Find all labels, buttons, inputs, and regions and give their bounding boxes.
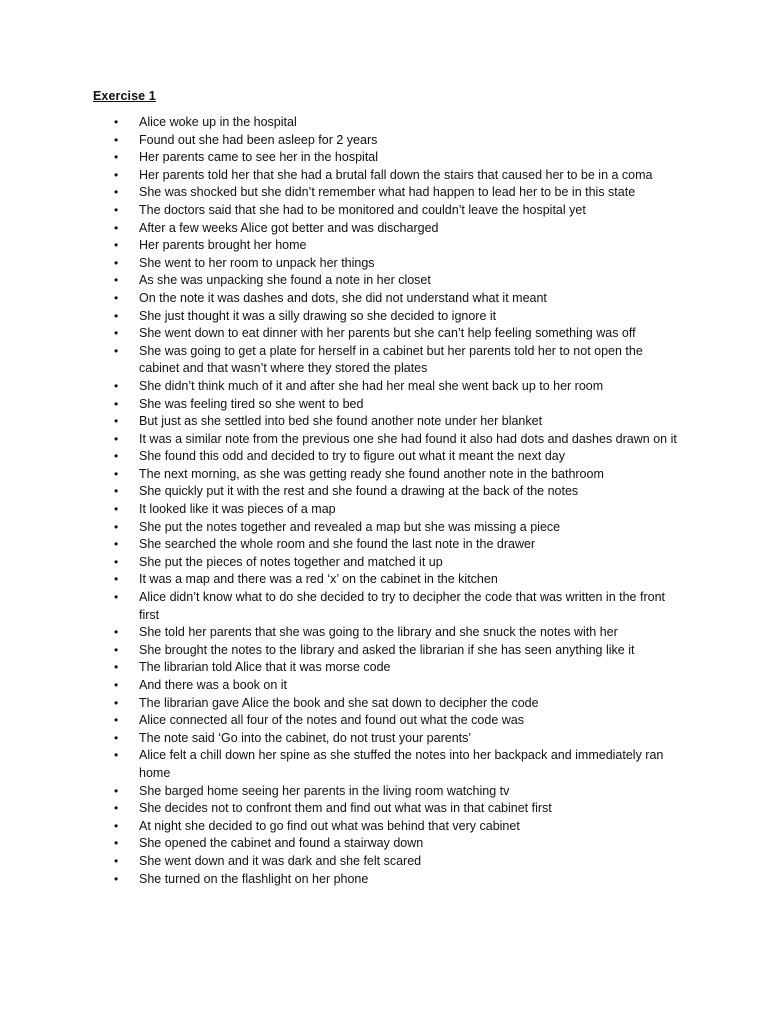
list-item: [0, 396, 679, 414]
list-item-text: At night she decided to go find out what was behind that very cabinet: [139, 818, 520, 833]
list-item: [0, 413, 679, 431]
list-item-text: The librarian gave Alice the book and she sat down to decipher the code: [139, 695, 539, 710]
list-item: [0, 325, 679, 343]
list-item-text: Her parents came to see her in the hospital: [139, 150, 379, 165]
bullet-icon: •: [114, 185, 119, 200]
list-item: [0, 659, 679, 677]
bullet-icon: •: [114, 449, 119, 464]
list-item: [0, 536, 679, 554]
list-item: [0, 237, 679, 255]
bullet-list: [0, 114, 768, 888]
list-item-text: She didn’t think much of it and after she had her meal she went back up to her room: [139, 378, 604, 393]
list-item: [0, 290, 679, 308]
bullet-icon: •: [114, 625, 119, 640]
list-item: [0, 554, 679, 572]
bullet-icon: •: [114, 678, 119, 692]
list-item: [0, 448, 679, 466]
list-item-text: Alice didn’t know what to do she decided to try to decipher the code that was written in the front first: [139, 590, 665, 622]
list-item-text: Alice connected all four of the notes and found out what the code was: [139, 713, 524, 728]
bullet-icon: •: [114, 519, 119, 534]
list-item-text: Her parents told her that she had a brutal fall down the stairs that caused her to be in a coma: [139, 167, 653, 182]
list-item: [0, 272, 679, 290]
list-item: [0, 730, 679, 748]
bullet-icon: •: [114, 783, 119, 798]
bullet-icon: •: [114, 466, 119, 481]
list-item-text: As she was unpacking she found a note in her closet: [139, 273, 431, 288]
list-item-text: She found this odd and decided to try to figure out what it meant the next day: [139, 449, 565, 464]
list-item: [0, 677, 679, 695]
bullet-icon: •: [114, 396, 119, 411]
list-item-text: She decides not to confront them and find out what was in that cabinet first: [139, 801, 552, 816]
bullet-icon: •: [114, 484, 119, 499]
list-item: [0, 184, 679, 202]
bullet-icon: •: [114, 502, 119, 517]
list-item: [0, 871, 679, 889]
bullet-icon: •: [114, 202, 119, 217]
list-item-text: She went to her room to unpack her things: [139, 255, 375, 270]
list-item-text: She was shocked but she didn’t remember what had happen to lead her to be in this state: [139, 185, 636, 200]
bullet-icon: •: [114, 290, 119, 305]
bullet-icon: •: [114, 343, 119, 358]
list-item-text: She quickly put it with the rest and she found a drawing at the back of the notes: [139, 484, 579, 499]
list-item-text: She was feeling tired so she went to bed: [139, 396, 364, 411]
bullet-icon: •: [114, 572, 119, 587]
list-item: [0, 114, 679, 132]
list-item-text: And there was a book on it: [139, 678, 288, 692]
bullet-icon: •: [114, 730, 119, 745]
bullet-icon: •: [114, 431, 119, 446]
list-item: [0, 818, 679, 836]
bullet-icon: •: [114, 220, 119, 235]
list-item-text: It looked like it was pieces of a map: [139, 502, 336, 517]
list-item-text: The doctors said that she had to be monitored and couldn’t leave the hospital yet: [139, 202, 586, 217]
bullet-icon: •: [114, 660, 119, 675]
exercise-heading: Exercise 1: [93, 89, 156, 103]
list-item-text: She brought the notes to the library and asked the librarian if she has seen anything like it: [139, 642, 635, 657]
list-item: [0, 149, 679, 167]
bullet-icon: •: [114, 308, 119, 323]
bullet-icon: •: [114, 642, 119, 657]
list-item: [0, 132, 679, 150]
list-item-text: She was going to get a plate for herself in a cabinet but her parents told her to not open the cabinet and that wasn’t where they stored the plates: [139, 343, 643, 376]
list-item-text: She went down to eat dinner with her parents but she can’t help feeling something was off: [139, 326, 636, 341]
list-item-text: She turned on the flashlight on her phone: [139, 871, 369, 886]
list-item: [0, 255, 679, 273]
list-item-text: She went down and it was dark and she felt scared: [139, 853, 422, 868]
list-item-text: Alice woke up in the hospital: [139, 115, 297, 129]
list-item: [0, 800, 679, 818]
list-item: [0, 220, 679, 238]
list-item-text: The next morning, as she was getting ready she found another note in the bathroom: [139, 466, 604, 481]
list-item-text: She put the pieces of notes together and matched it up: [139, 554, 443, 569]
bullet-icon: •: [114, 853, 119, 868]
bullet-icon: •: [114, 590, 119, 605]
list-item: [0, 624, 679, 642]
list-item-text: She searched the whole room and she found the last note in the drawer: [139, 537, 536, 552]
list-item: [0, 167, 679, 185]
list-item-text: After a few weeks Alice got better and was discharged: [139, 220, 439, 235]
bullet-icon: •: [114, 255, 119, 270]
bullet-icon: •: [114, 238, 119, 253]
list-item-text: It was a map and there was a red ‘x’ on the cabinet in the kitchen: [139, 572, 498, 587]
bullet-icon: •: [114, 871, 119, 886]
bullet-icon: •: [114, 537, 119, 552]
bullet-icon: •: [114, 554, 119, 569]
bullet-icon: •: [114, 748, 119, 763]
list-item-text: She put the notes together and revealed a map but she was missing a piece: [139, 519, 561, 534]
list-item-text: The note said ‘Go into the cabinet, do not trust your parents’: [139, 730, 472, 745]
bullet-icon: •: [114, 326, 119, 341]
bullet-icon: •: [114, 801, 119, 816]
bullet-icon: •: [114, 132, 119, 147]
list-item: [0, 571, 679, 589]
list-item-text: Alice felt a chill down her spine as she stuffed the notes into her backpack and immediately ran home: [139, 748, 664, 780]
list-item: [0, 466, 679, 484]
list-item-text: It was a similar note from the previous one she had found it also had dots and dashes drawn on it: [139, 431, 677, 446]
bullet-icon: •: [114, 273, 119, 288]
bullet-icon: •: [114, 713, 119, 728]
list-item: [0, 431, 679, 449]
bullet-icon: •: [114, 150, 119, 165]
list-item: [0, 835, 679, 853]
list-item: [0, 712, 679, 730]
bullet-icon: •: [114, 115, 119, 129]
bullet-icon: •: [114, 818, 119, 833]
bullet-icon: •: [114, 378, 119, 393]
list-item-text: Found out she had been asleep for 2 years: [139, 132, 378, 147]
list-item: [0, 343, 679, 378]
list-item-text: She told her parents that she was going to the library and she snuck the notes with her: [139, 625, 618, 640]
bullet-icon: •: [114, 414, 119, 429]
list-item: [0, 308, 679, 326]
list-item-text: Her parents brought her home: [139, 238, 307, 253]
list-item: [0, 519, 679, 537]
bullet-icon: •: [114, 167, 119, 182]
list-item: [0, 695, 679, 713]
bullet-icon: •: [114, 695, 119, 710]
list-item: [0, 589, 679, 624]
list-item: [0, 483, 679, 501]
list-item-text: On the note it was dashes and dots, she did not understand what it meant: [139, 290, 547, 305]
list-item: [0, 202, 679, 220]
list-item-text: She opened the cabinet and found a stairway down: [139, 836, 424, 851]
list-item: [0, 378, 679, 396]
list-item-text: The librarian told Alice that it was morse code: [139, 660, 391, 675]
list-item-text: She just thought it was a silly drawing so she decided to ignore it: [139, 308, 497, 323]
list-item-text: But just as she settled into bed she found another note under her blanket: [139, 414, 543, 429]
list-item: [0, 853, 679, 871]
list-item-text: She barged home seeing her parents in the living room watching tv: [139, 783, 510, 798]
bullet-icon: •: [114, 836, 119, 851]
list-item: [0, 642, 679, 660]
list-item: [0, 747, 679, 782]
list-item: [0, 501, 679, 519]
list-item: [0, 783, 679, 801]
